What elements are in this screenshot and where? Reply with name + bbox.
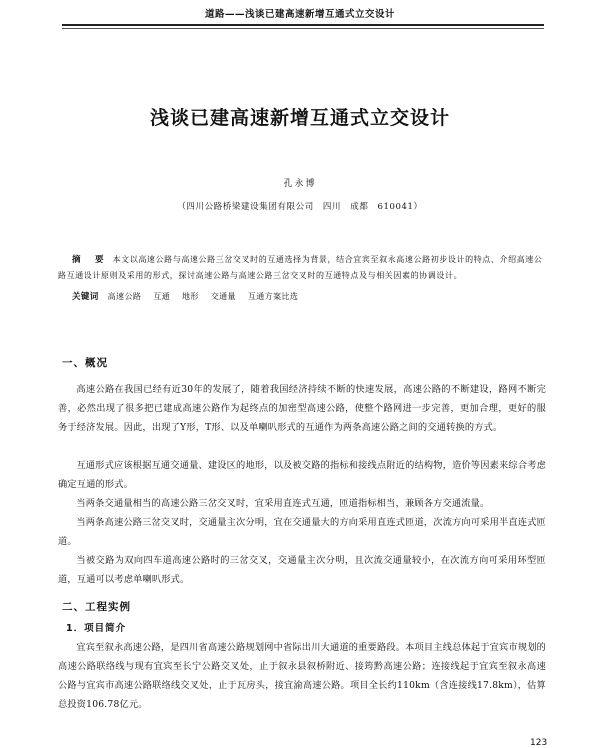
section-heading-overview: 一、概况 [62,357,108,369]
overview-paragraph-4: 当两条高速公路三岔交叉时，交通量主次分明，宜在交通量大的方向采用直连式匝道，次流方向可采用半直连式匝道。 [58,517,546,547]
keyword-item: 互通方案比选 [247,292,299,301]
keywords-label: 关键词 [72,292,99,302]
keyword-item: 地形 [181,292,199,301]
header-rule-thin [62,28,544,29]
project-intro-paragraph: 宜宾至叙永高速公路，是四川省高速公路规划网中省际出川大通道的重要路段。本项目主线总体起于宜宾市规划的高速公路联络线与现有宜宾至长宁公路交叉处，止于叙永县叙桥附近、接筠黔高速公路；连接线起于宜宾至叙永高速公路与宜宾市高速公路联络线交叉处，止于瓦房头，接宜渝高速公路。项目全长约110km（含连接线17.8km），估算总投资106.78亿元。 [58,642,546,710]
overview-paragraph-2: 互通形式应该根据互通交通量、建设区的地形，以及被交路的指标和接线点附近的结构物，造价等因素来综合考虑确定互通的形式。 [58,460,546,490]
section-heading-project-example: 二、工程实例 [62,601,131,613]
overview-paragraph-1: 高速公路在我国已经有近30年的发展了，随着我国经济持续不断的快速发展，高速公路的不断建设，路网不断完善，必然出现了很多把已建成高速公路作为起终点的加密型高速公路，使整个路网进一步完善，更加合理，更好的服务于经济发展。因此，出现了Y形，T形、以及单喇叭形式的互通作为两条高速公路之间的交通转换的方式。 [58,384,546,433]
abstract-text: 本文以高速公路与高速公路三岔交叉时的互通选择为背景，结合宜宾至叙永高速公路初步设计的特点、介绍高速公路互通设计原则及采用的形式，探讨高速公路与高速公路三岔交叉时的互通特点及与相关因素的协调设计。 [58,255,543,280]
keywords [72,290,546,302]
page-number: 123 [530,738,548,748]
keyword-item: 高速公路 [107,292,142,301]
abstract [58,252,546,283]
author-affiliation: （四川公路桥梁建设集团有限公司 四川 成都 610041） [177,202,423,212]
keyword-item: 互通 [153,292,171,301]
running-head: 道路——浅谈已建高速新增互通式立交设计 [204,9,395,20]
keyword-item: 交通量 [210,292,236,301]
header-rule-thick [62,24,544,26]
overview-paragraph-5: 当被交路为双向四车道高速公路时的三岔交叉，交通量主次分明，且次流交通量较小，在次流方向可采用环型匝道，互通可以考虑单喇叭形式。 [58,555,546,585]
subsection-heading-project-intro: 1．项目简介 [66,623,127,634]
abstract-label: 摘 要 [72,255,107,265]
paper-title: 浅谈已建高速新增互通式立交设计 [149,107,450,129]
author-name: 孔永博 [283,179,317,189]
overview-paragraph-3: 当两条交通量相当的高速公路三岔交叉时，宜采用直连式互通，匝道指标相当，兼顾各方交通流量。 [76,498,490,509]
